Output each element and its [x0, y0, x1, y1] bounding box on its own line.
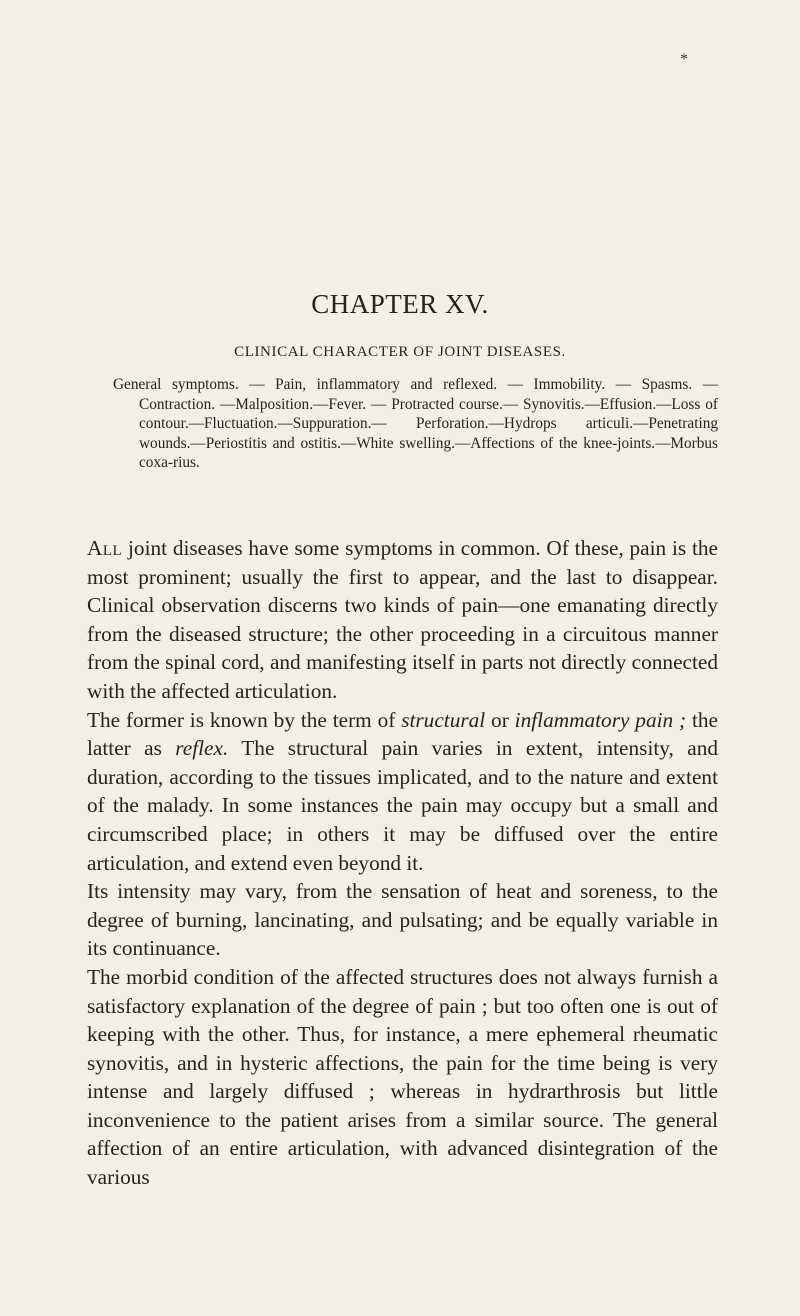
italic-term-reflex: reflex. [175, 736, 229, 761]
chapter-synopsis: General symptoms. — Pain, inflammatory and reflexed. — Immobility. — Spasms. — Contraction. —Malposition.—Fever. — Protracted course.— Synovitis.—Effusion.—Loss of contour.—Fluctuation.—Suppuration.— Perforation.—Hydrops articuli.—Penetrating wounds.—Periostitis and ostitis.—White swelling.—Affections of the knee-joints.—Morbus coxa-rius. [113, 376, 718, 472]
paragraph-text: joint diseases have some symptoms in common. Of these, pain is the most prominent; usually the first to appear, and the last to disappear. Clinical observation discerns two kinds of pain—one emanating directly from the diseased structure; the other proceeding in a circuitous manner from the spinal cord, and manifesting itself in parts not directly connected with the affected articulation. [87, 536, 718, 703]
paragraph-lead-word: All [87, 536, 123, 560]
page-mark: * [680, 51, 688, 68]
italic-term-structural: structural [401, 707, 486, 732]
paragraph-4: The morbid condition of the affected structures does not always furnish a satisfactory explanation of the degree of pain ; but too often one is out of keeping with the other. Thus, for instance, a mere ephemeral rheumatic synovitis, and in hysteric affections, the pain for the time being is very intense and largely diffused ; whereas in hydrarthrosis but little inconvenience to the patient arises from a similar source. The general affection of an entire articulation, with advanced disintegration of the various [87, 964, 718, 1190]
paragraph-2 [87, 706, 718, 878]
chapter-title: CHAPTER XV. [311, 289, 489, 319]
paragraph-text: the latter as [87, 707, 718, 761]
paragraph-text: The former is known by the term of [87, 707, 402, 732]
paragraph-3: Its intensity may vary, from the sensation of heat and soreness, to the degree of burning, lancinating, and pulsating; and be equally variable in its continuance. [87, 879, 718, 961]
paragraph-1 [87, 534, 718, 706]
body-text [87, 534, 718, 1192]
italic-term-inflammatory: inflammatory pain ; [514, 707, 687, 732]
chapter-subtitle: CLINICAL CHARACTER OF JOINT DISEASES. [234, 344, 566, 360]
paragraph-text: or [485, 707, 515, 732]
paragraph-text: The structural pain varies in extent, intensity, and duration, according to the tissues implicated, and to the nature and extent of the malady. In some instances the pain may occupy but a small and circumscribed place; in others it may be diffused over the entire articulation, and extend even beyond it. [87, 736, 718, 875]
